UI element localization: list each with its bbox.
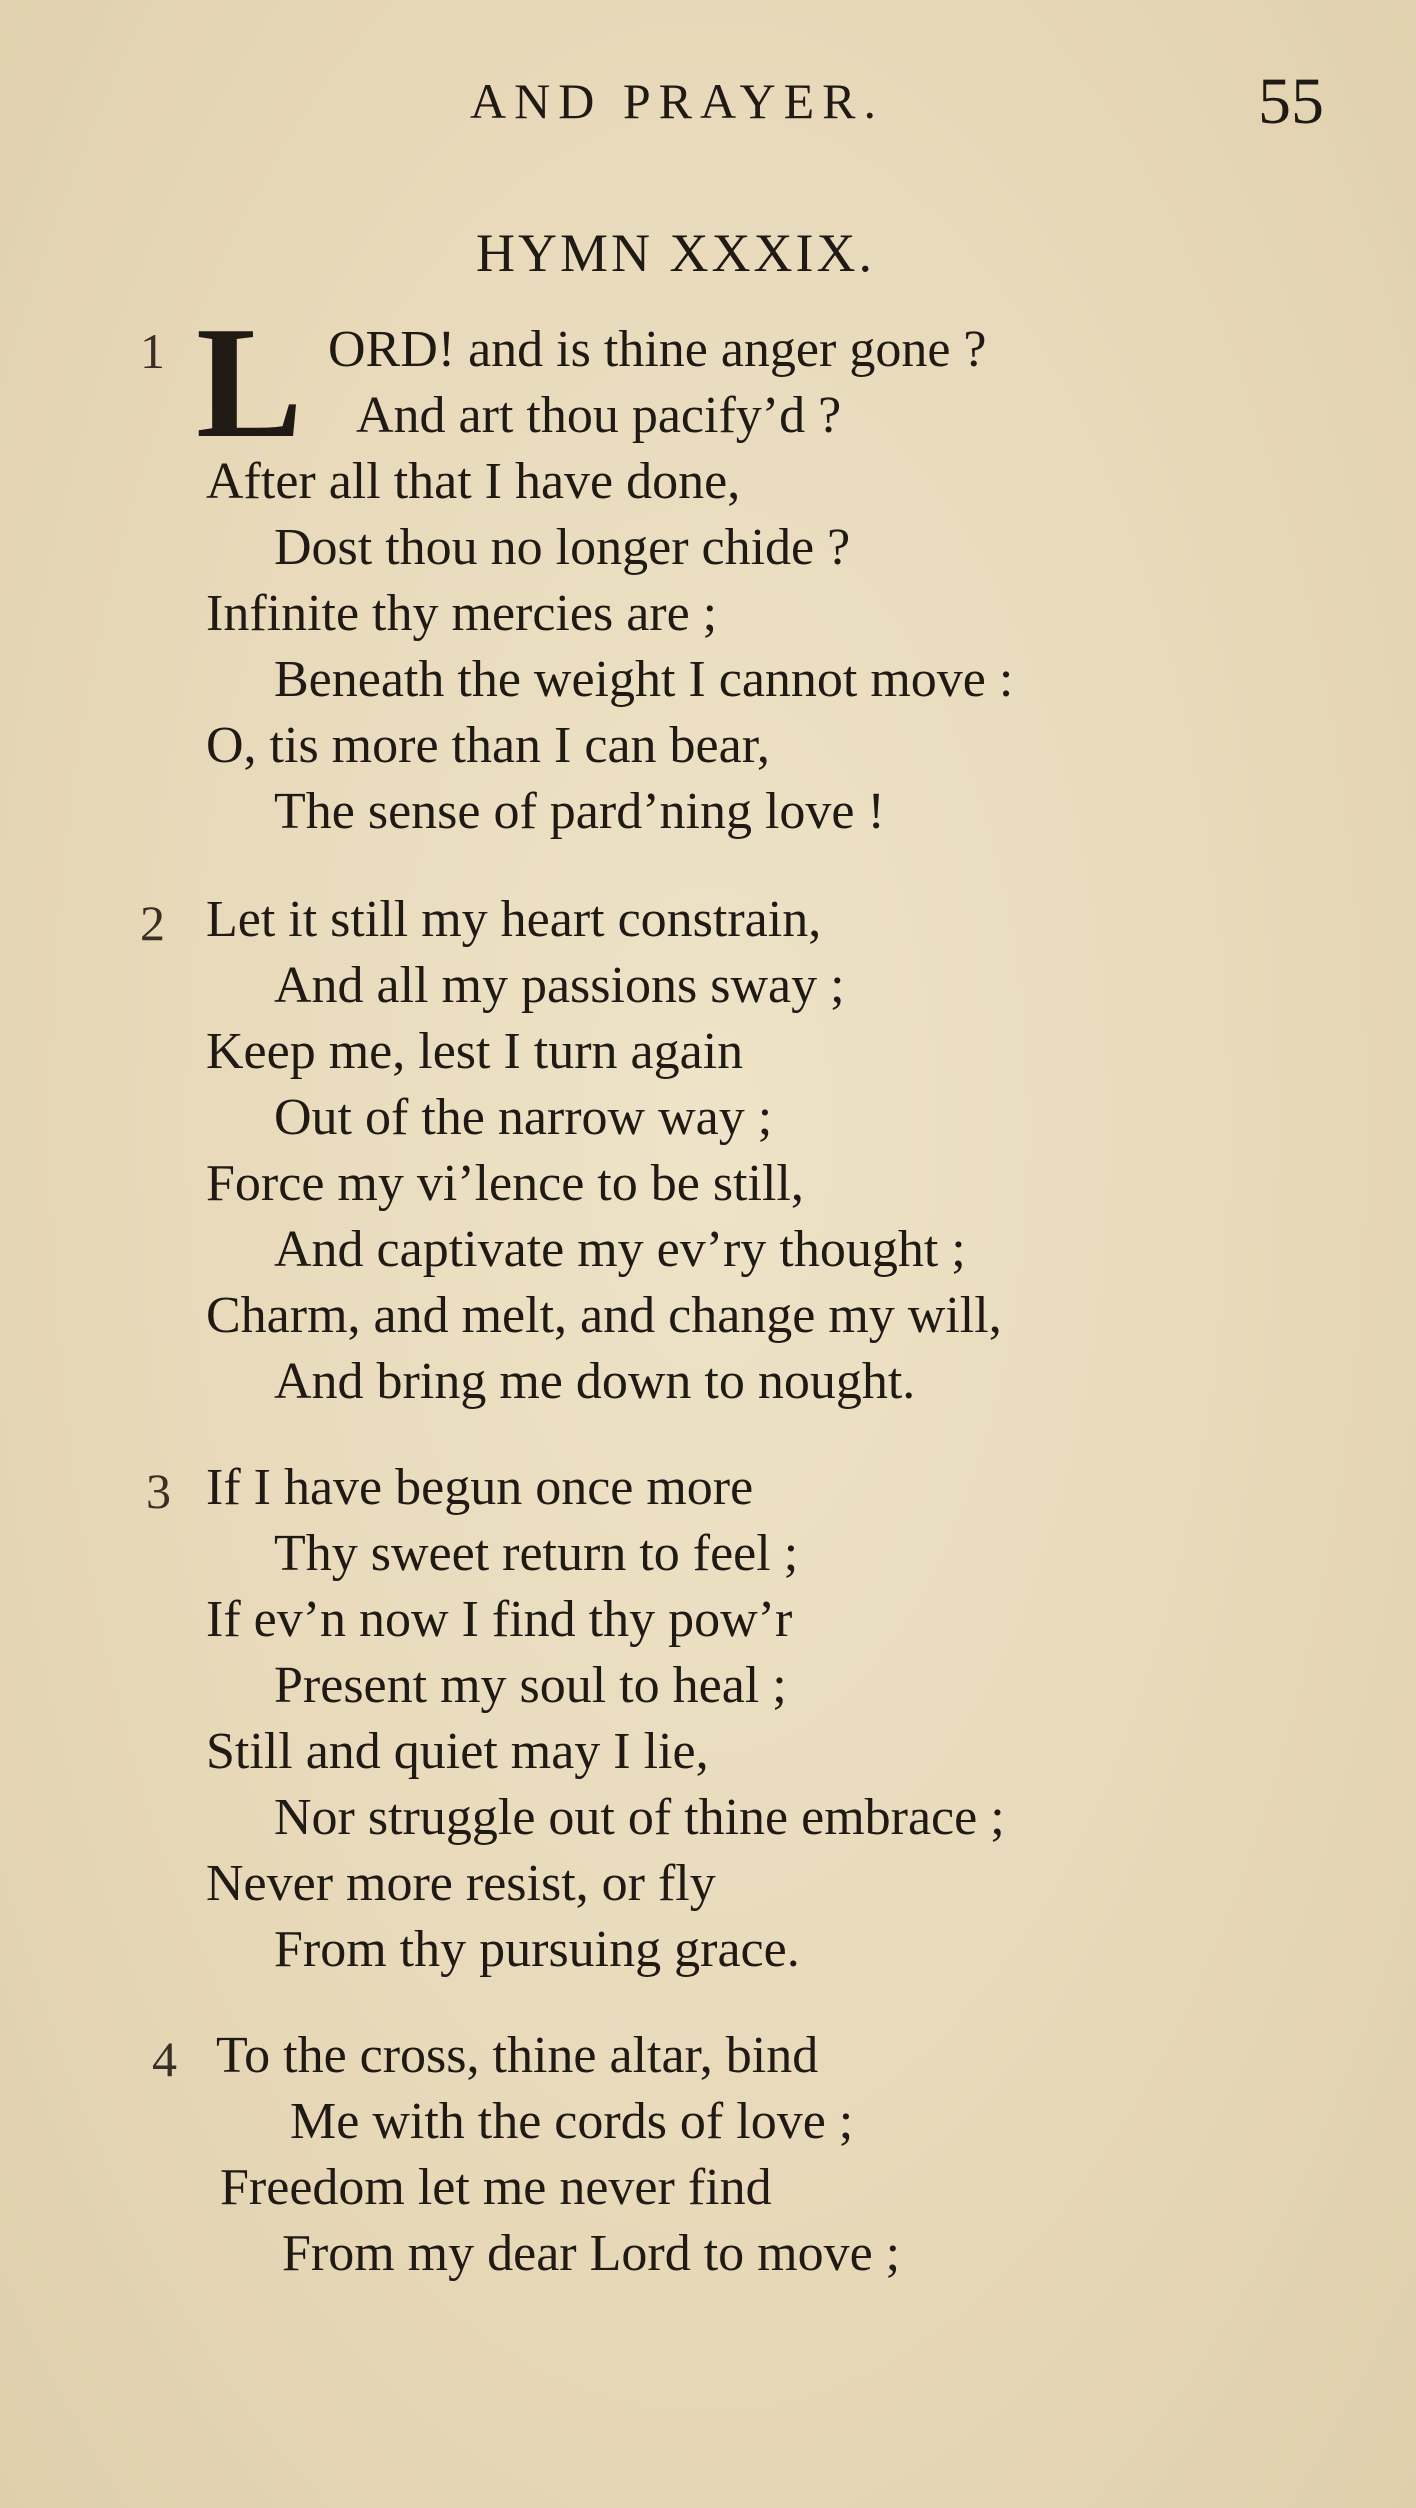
verse-3-line-2: Thy sweet return to feel ; (274, 1525, 799, 1582)
verse-2-line-1: Let it still my heart constrain, (206, 891, 822, 948)
verse-1-line-6: Beneath the weight I cannot move : (274, 651, 1014, 708)
verse-1-line-2: And art thou pacify’d ? (356, 387, 842, 444)
verse-1-line-1: ORD! and is thine anger gone ? (328, 321, 987, 378)
verse-number-3: 3 (146, 1463, 171, 1519)
verse-2-line-8: And bring me down to nought. (274, 1353, 916, 1410)
verse-3-line-4: Present my soul to heal ; (274, 1657, 787, 1714)
verse-2-line-6: And captivate my ev’ry thought ; (274, 1221, 966, 1278)
verse-1-line-4: Dost thou no longer chide ? (274, 519, 851, 576)
running-head: AND PRAYER. (470, 73, 885, 129)
verse-1-line-8: The sense of pard’ning love ! (274, 783, 885, 840)
verse-3-line-6: Nor struggle out of thine embrace ; (274, 1789, 1005, 1846)
verse-4-line-2: Me with the cords of love ; (290, 2093, 854, 2150)
verse-2-line-4: Out of the narrow way ; (274, 1089, 773, 1146)
verse-2-line-7: Charm, and melt, and change my will, (206, 1287, 1002, 1344)
drop-cap: L (196, 293, 303, 471)
verse-2-line-3: Keep me, lest I turn again (206, 1023, 744, 1080)
verse-4-line-1: To the cross, thine altar, bind (216, 2027, 819, 2084)
verse-4-line-4: From my dear Lord to move ; (282, 2225, 901, 2282)
verse-1-line-7: O, tis more than I can bear, (206, 717, 770, 774)
verse-3-line-1: If I have begun once more (206, 1459, 754, 1516)
page-number: 55 (1258, 65, 1324, 138)
verse-3-line-8: From thy pursuing grace. (274, 1921, 800, 1978)
verse-3-line-5: Still and quiet may I lie, (206, 1723, 709, 1780)
hymn-title: HYMN XXXIX. (476, 223, 875, 283)
verse-1-line-5: Infinite thy mercies are ; (206, 585, 718, 642)
verse-3-line-3: If ev’n now I find thy pow’r (206, 1591, 793, 1648)
verse-2-line-5: Force my vi’lence to be still, (206, 1155, 804, 1212)
verse-2-line-2: And all my passions sway ; (274, 957, 845, 1014)
verse-4-line-3: Freedom let me never find (220, 2159, 772, 2216)
verse-number-4: 4 (152, 2031, 177, 2087)
verse-number-2: 2 (140, 895, 165, 951)
verse-1-line-3: After all that I have done, (206, 453, 741, 510)
verse-3-line-7: Never more resist, or fly (206, 1855, 716, 1912)
verse-number-1: 1 (140, 323, 165, 379)
